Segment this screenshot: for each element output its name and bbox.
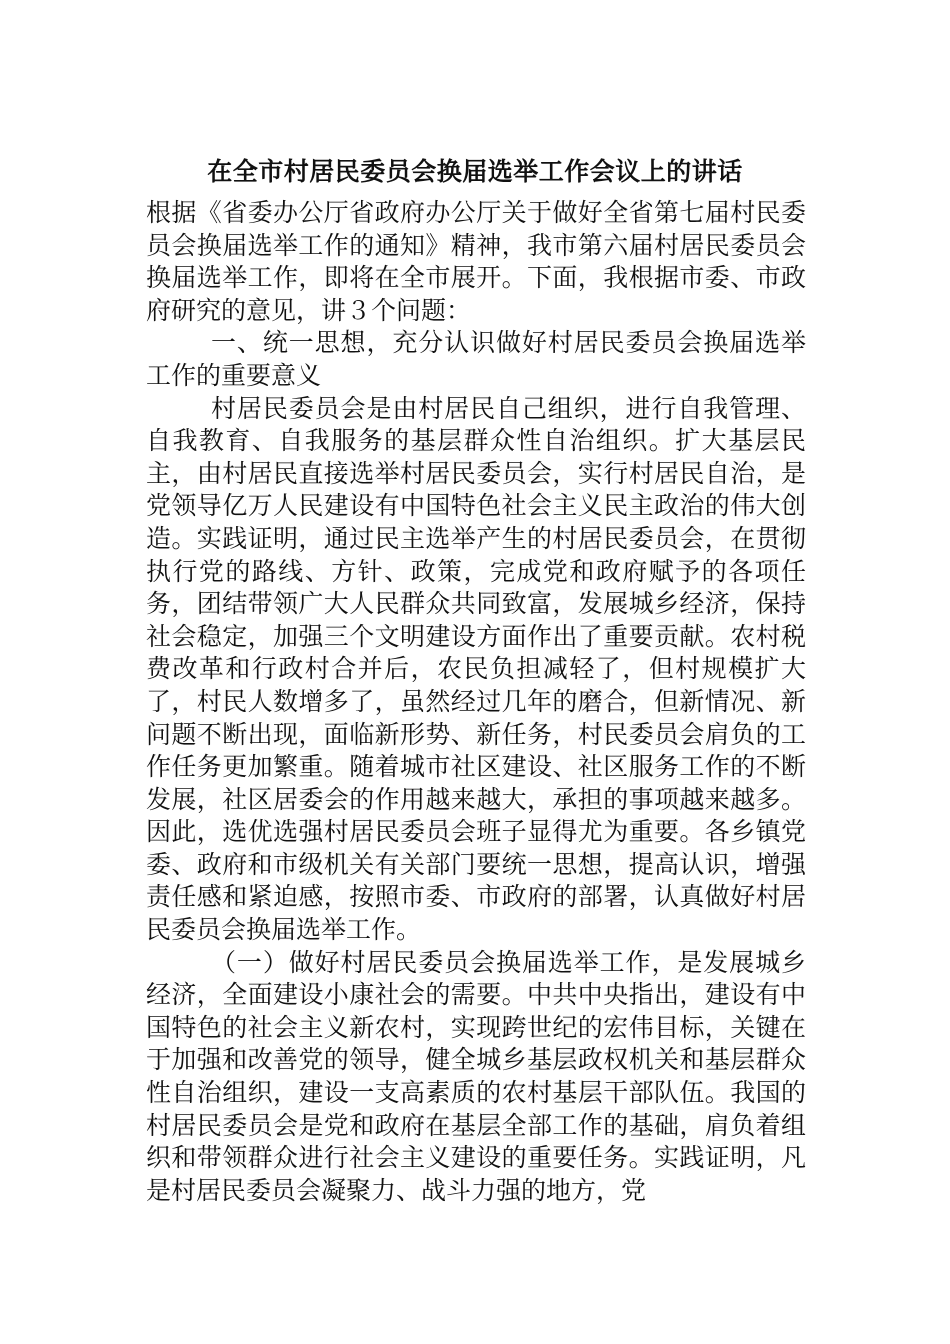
body-paragraph: 村居民委员会是由村居民自己组织，进行自我管理、自我教育、自我服务的基层群众性自治组织。扩大基层民主，由村居民直接选举村居民委员会，实行村居民自治，是党领导亿万人民建设有中国特色社会主义民主政治的伟大创造。实践证明，通过民主选举产生的村居民委员会，在贯彻执行党的路线、方针、政策，完成党和政府赋予的各项任务，团结带领广大人民群众共同致富，发展城乡经济，保持社会稳定，加强三个文明建设方面作出了重要贡献。农村税费改革和行政村合并后，农民负担减轻了，但村规模扩大了，村民人数增多了，虽然经过几年的磨合，但新情况、新问题不断出现，面临新形势、新任务，村民委员会肩负的工作任务更加繁重。随着城市社区建设、社区服务工作的不断发展，社区居委会的作用越来越大，承担的事项越来越多。因此，选优选强村居民委员会班子显得尤为重要。各乡镇党委、政府和市级机关有关部门要统一思想，提高认识，增强责任感和紧迫感，按照市委、市政府的部署，认真做好村居民委员会换届选举工作。: [146, 393, 806, 945]
document-title: 在全市村居民委员会换届选举工作会议上的讲话: [207, 157, 743, 186]
intro-paragraph: 根据《省委办公厅省政府办公厅关于做好全省第七届村民委员会换届选举工作的通知》精神，我市第六届村居民委员会换届选举工作，即将在全市展开。下面，我根据市委、市政府研究的意见，讲３个问题：: [146, 198, 806, 325]
section-heading-1: 一、统一思想，充分认识做好村居民委员会换届选举工作的重要意义: [146, 328, 806, 390]
document-body: [146, 197, 806, 1207]
subsection-paragraph-1: （一）做好村居民委员会换届选举工作，是发展城乡经济，全面建设小康社会的需要。中共中央指出，建设有中国特色的社会主义新农村，实现跨世纪的宏伟目标，关键在于加强和改善党的领导，健全城乡基层政权机关和基层群众性自治组织，建设一支高素质的农村基层干部队伍。我国的村居民委员会是党和政府在基层全部工作的基础，肩负着组织和带领群众进行社会主义建设的重要任务。实践证明，凡是村居民委员会凝聚力、战斗力强的地方，党: [146, 947, 806, 1205]
